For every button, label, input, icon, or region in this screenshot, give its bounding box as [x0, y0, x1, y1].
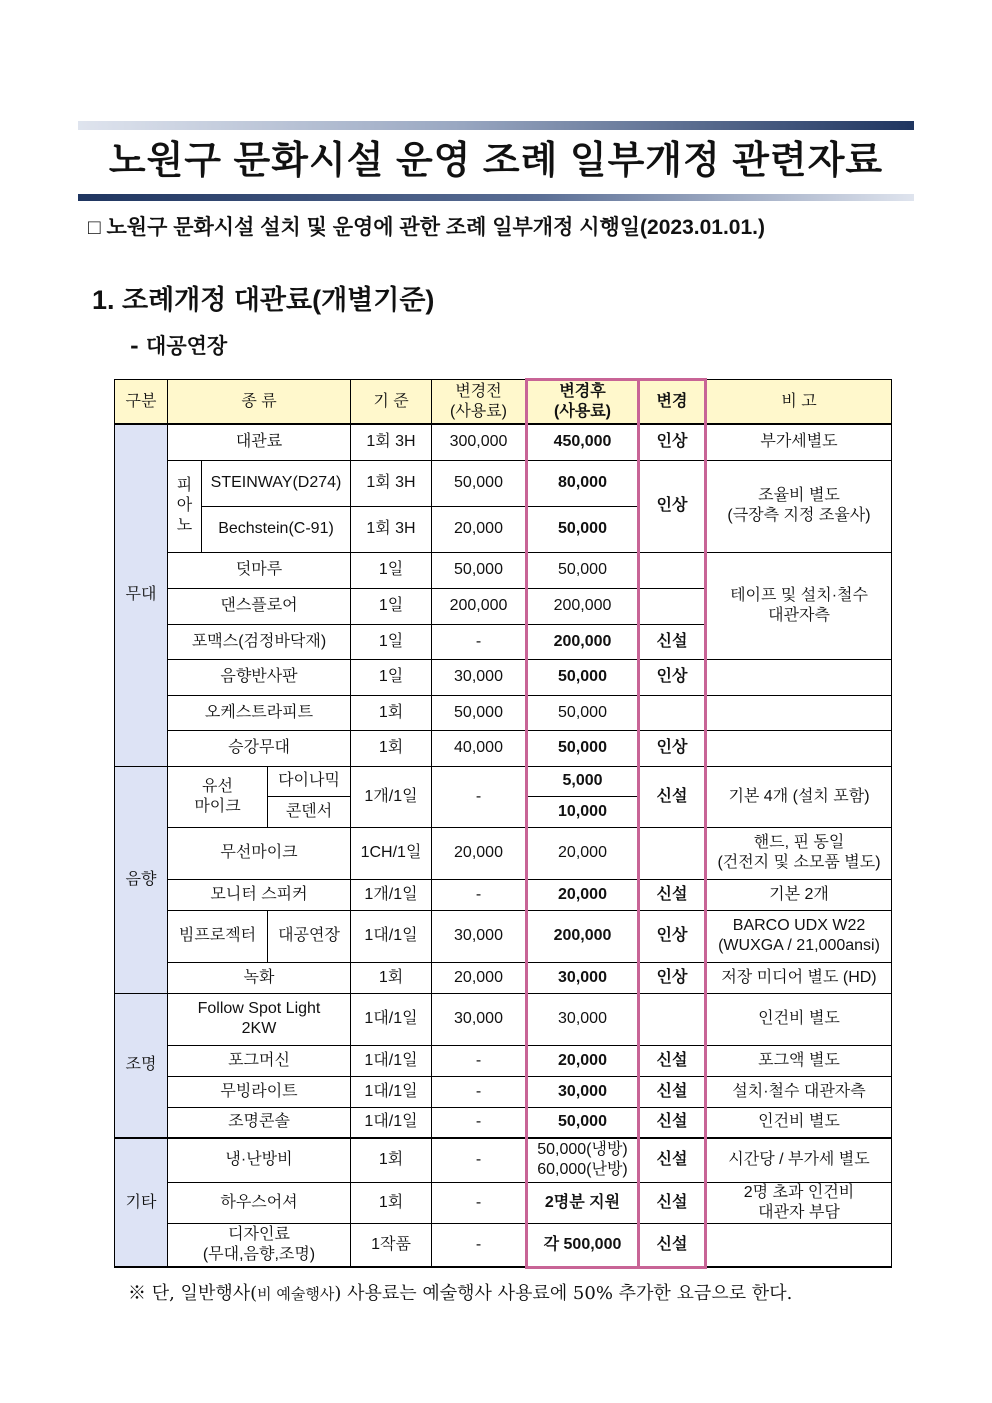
- table-row: [115, 1138, 892, 1182]
- row-type: 콘덴서: [268, 796, 351, 827]
- row-type: 녹화: [168, 962, 351, 993]
- row-before: -: [432, 879, 527, 910]
- row-change: 인상: [639, 962, 706, 993]
- row-change: [639, 993, 706, 1045]
- row-basis: 1개/1일: [351, 879, 432, 910]
- row-remark: 기본 2개: [706, 879, 892, 910]
- row-basis: 1회: [351, 695, 432, 730]
- row-type: 포맥스(검정바닥재): [168, 624, 351, 659]
- row-before: 200,000: [432, 588, 527, 624]
- row-type: 포그머신: [168, 1045, 351, 1076]
- row-type: Follow Spot Light 2KW: [168, 993, 351, 1045]
- header-basis: 기 준: [351, 380, 432, 425]
- row-change: 신설: [639, 1107, 706, 1138]
- row-after: 5,000: [527, 766, 639, 796]
- header-after: 변경후 (사용료): [527, 380, 639, 425]
- row-before: -: [432, 1138, 527, 1182]
- row-after: 80,000: [527, 460, 639, 506]
- row-basis: 1개/1일: [351, 766, 432, 827]
- row-basis: 1회: [351, 730, 432, 766]
- footnote-lead: ※ 단, 일반행사(: [128, 1283, 258, 1304]
- header-category: 구분: [115, 380, 168, 425]
- row-after: 50,000: [527, 506, 639, 552]
- row-before: 40,000: [432, 730, 527, 766]
- row-change: [639, 827, 706, 879]
- row-change: [639, 552, 706, 588]
- row-before: 30,000: [432, 993, 527, 1045]
- row-basis: 1대/1일: [351, 1107, 432, 1138]
- fee-table: [114, 378, 892, 1269]
- row-remark: 포그액 별도: [706, 1045, 892, 1076]
- row-remark: 핸드, 핀 동일 (건전지 및 소모품 별도): [706, 827, 892, 879]
- row-basis: 1회 3H: [351, 506, 432, 552]
- row-change: 신설: [639, 1182, 706, 1223]
- title-top-rule: [78, 121, 914, 130]
- venue-label: - 대공연장: [130, 333, 228, 358]
- row-remark: 시간당 / 부가세 별도: [706, 1138, 892, 1182]
- row-basis: 1일: [351, 588, 432, 624]
- row-change: [639, 695, 706, 730]
- row-type: 승강무대: [168, 730, 351, 766]
- row-basis: 1회: [351, 962, 432, 993]
- row-after: 20,000: [527, 827, 639, 879]
- row-change: 신설: [639, 1223, 706, 1267]
- row-basis: 1회: [351, 1138, 432, 1182]
- row-remark: [706, 659, 892, 695]
- row-after: 10,000: [527, 796, 639, 827]
- row-after: 450,000: [527, 424, 639, 460]
- row-type: 다이나믹: [268, 766, 351, 796]
- row-remark: 인건비 별도: [706, 1107, 892, 1138]
- row-after: 각 500,000: [527, 1223, 639, 1267]
- row-before: 50,000: [432, 552, 527, 588]
- table-row: [115, 1107, 892, 1138]
- row-before: -: [432, 1223, 527, 1267]
- row-before: -: [432, 1182, 527, 1223]
- title-bottom-rule: [78, 194, 914, 201]
- table-row: [115, 460, 892, 506]
- row-after: 30,000: [527, 993, 639, 1045]
- footnote: [128, 1281, 792, 1307]
- row-after: 200,000: [527, 624, 639, 659]
- row-change: 신설: [639, 1138, 706, 1182]
- piano-label: 피 아 노: [168, 460, 202, 552]
- row-basis: 1대/1일: [351, 993, 432, 1045]
- row-basis: 1일: [351, 624, 432, 659]
- row-remark: BARCO UDX W22 (WUXGA / 21,000ansi): [706, 910, 892, 962]
- row-remark: 기본 4개 (설치 포함): [706, 766, 892, 827]
- row-before: -: [432, 1076, 527, 1107]
- row-before: 30,000: [432, 910, 527, 962]
- page-title: 노원구 문화시설 운영 조례 일부개정 관련자료: [108, 140, 884, 182]
- row-remark: 조율비 별도 (극장측 지정 조율사): [706, 460, 892, 552]
- row-type: STEINWAY(D274): [202, 460, 351, 506]
- row-change: 인상: [639, 460, 706, 552]
- row-before: -: [432, 766, 527, 827]
- row-before: 50,000: [432, 695, 527, 730]
- footnote-tail: ) 사용료는 예술행사 사용료에 50% 추가한 요금으로 한다.: [334, 1283, 793, 1304]
- row-remark: 인건비 별도: [706, 993, 892, 1045]
- row-type: 대관료: [168, 424, 351, 460]
- row-type: Bechstein(C-91): [202, 506, 351, 552]
- table-row: [115, 730, 892, 766]
- row-type: 음향반사판: [168, 659, 351, 695]
- row-before: -: [432, 1045, 527, 1076]
- row-after: 20,000: [527, 879, 639, 910]
- row-basis: 1CH/1일: [351, 827, 432, 879]
- row-remark: 테이프 및 설치·철수 대관자측: [706, 552, 892, 659]
- row-remark: [706, 730, 892, 766]
- row-basis: 1회 3H: [351, 460, 432, 506]
- row-subtype: 대공연장: [268, 910, 351, 962]
- title-banner: [78, 121, 914, 201]
- wired-mic-label: 유선 마이크: [168, 766, 268, 827]
- effective-date-line: □ 노원구 문화시설 설치 및 운영에 관한 조례 일부개정 시행일(2023.01.01.): [88, 216, 765, 239]
- row-remark: 부가세별도: [706, 424, 892, 460]
- row-remark: [706, 1223, 892, 1267]
- row-change: 인상: [639, 730, 706, 766]
- row-basis: 1작품: [351, 1223, 432, 1267]
- table-row: [115, 1076, 892, 1107]
- category-light: 조명: [115, 993, 168, 1138]
- row-change: 인상: [639, 659, 706, 695]
- header-remark: 비 고: [706, 380, 892, 425]
- table-row: [115, 552, 892, 588]
- row-remark: 저장 미디어 별도 (HD): [706, 962, 892, 993]
- row-after: 50,000: [527, 659, 639, 695]
- category-stage: 무대: [115, 424, 168, 766]
- row-remark: 2명 초과 인건비 대관자 부담: [706, 1182, 892, 1223]
- row-remark: [706, 695, 892, 730]
- row-basis: 1대/1일: [351, 1045, 432, 1076]
- table-row: [115, 1182, 892, 1223]
- row-type: 모니터 스피커: [168, 879, 351, 910]
- row-before: 50,000: [432, 460, 527, 506]
- row-change: 신설: [639, 1045, 706, 1076]
- row-change: [639, 588, 706, 624]
- row-basis: 1대/1일: [351, 910, 432, 962]
- row-basis: 1대/1일: [351, 1076, 432, 1107]
- table-row: [115, 766, 892, 796]
- row-after: 50,000(냉방) 60,000(난방): [527, 1138, 639, 1182]
- table-row: [115, 827, 892, 879]
- row-change: 신설: [639, 879, 706, 910]
- row-basis: 1회 3H: [351, 424, 432, 460]
- row-before: 20,000: [432, 506, 527, 552]
- table-row: [115, 1045, 892, 1076]
- row-basis: 1회: [351, 1182, 432, 1223]
- row-after: 20,000: [527, 1045, 639, 1076]
- header-change: 변경: [639, 380, 706, 425]
- row-type: 빔프로젝터: [168, 910, 268, 962]
- row-change: 인상: [639, 910, 706, 962]
- table-row: [115, 879, 892, 910]
- row-after: 30,000: [527, 962, 639, 993]
- row-type: 냉·난방비: [168, 1138, 351, 1182]
- table-row: [115, 424, 892, 460]
- row-type: 무선마이크: [168, 827, 351, 879]
- table-header-row: [115, 380, 892, 425]
- row-before: 20,000: [432, 962, 527, 993]
- row-after: 30,000: [527, 1076, 639, 1107]
- row-type: 오케스트라피트: [168, 695, 351, 730]
- row-after: 50,000: [527, 695, 639, 730]
- row-after: 200,000: [527, 588, 639, 624]
- row-type: 하우스어셔: [168, 1182, 351, 1223]
- row-change: 신설: [639, 1076, 706, 1107]
- table-row: [115, 910, 892, 962]
- header-type: 종 류: [168, 380, 351, 425]
- row-type: 댄스플로어: [168, 588, 351, 624]
- row-type: 무빙라이트: [168, 1076, 351, 1107]
- row-before: 20,000: [432, 827, 527, 879]
- category-sound: 음향: [115, 766, 168, 993]
- category-etc: 기타: [115, 1138, 168, 1267]
- row-before: 30,000: [432, 659, 527, 695]
- footnote-small: 비 예술행사: [257, 1285, 335, 1303]
- row-basis: 1일: [351, 659, 432, 695]
- row-change: 신설: [639, 624, 706, 659]
- header-before: 변경전 (사용료): [432, 380, 527, 425]
- row-before: -: [432, 624, 527, 659]
- row-before: 300,000: [432, 424, 527, 460]
- table-row: [115, 695, 892, 730]
- table-row: [115, 962, 892, 993]
- section-heading: 1. 조례개정 대관료(개별기준): [92, 285, 435, 315]
- table-row: [115, 993, 892, 1045]
- row-type: 조명콘솔: [168, 1107, 351, 1138]
- row-after: 50,000: [527, 1107, 639, 1138]
- row-basis: 1일: [351, 552, 432, 588]
- row-after: 200,000: [527, 910, 639, 962]
- table-row: [115, 1223, 892, 1267]
- row-after: 2명분 지원: [527, 1182, 639, 1223]
- row-after: 50,000: [527, 730, 639, 766]
- row-change: 인상: [639, 424, 706, 460]
- row-type: 덧마루: [168, 552, 351, 588]
- row-remark: 설치·철수 대관자측: [706, 1076, 892, 1107]
- row-after: 50,000: [527, 552, 639, 588]
- row-type: 디자인료 (무대,음향,조명): [168, 1223, 351, 1267]
- table-row: [115, 659, 892, 695]
- row-change: 신설: [639, 766, 706, 827]
- row-before: -: [432, 1107, 527, 1138]
